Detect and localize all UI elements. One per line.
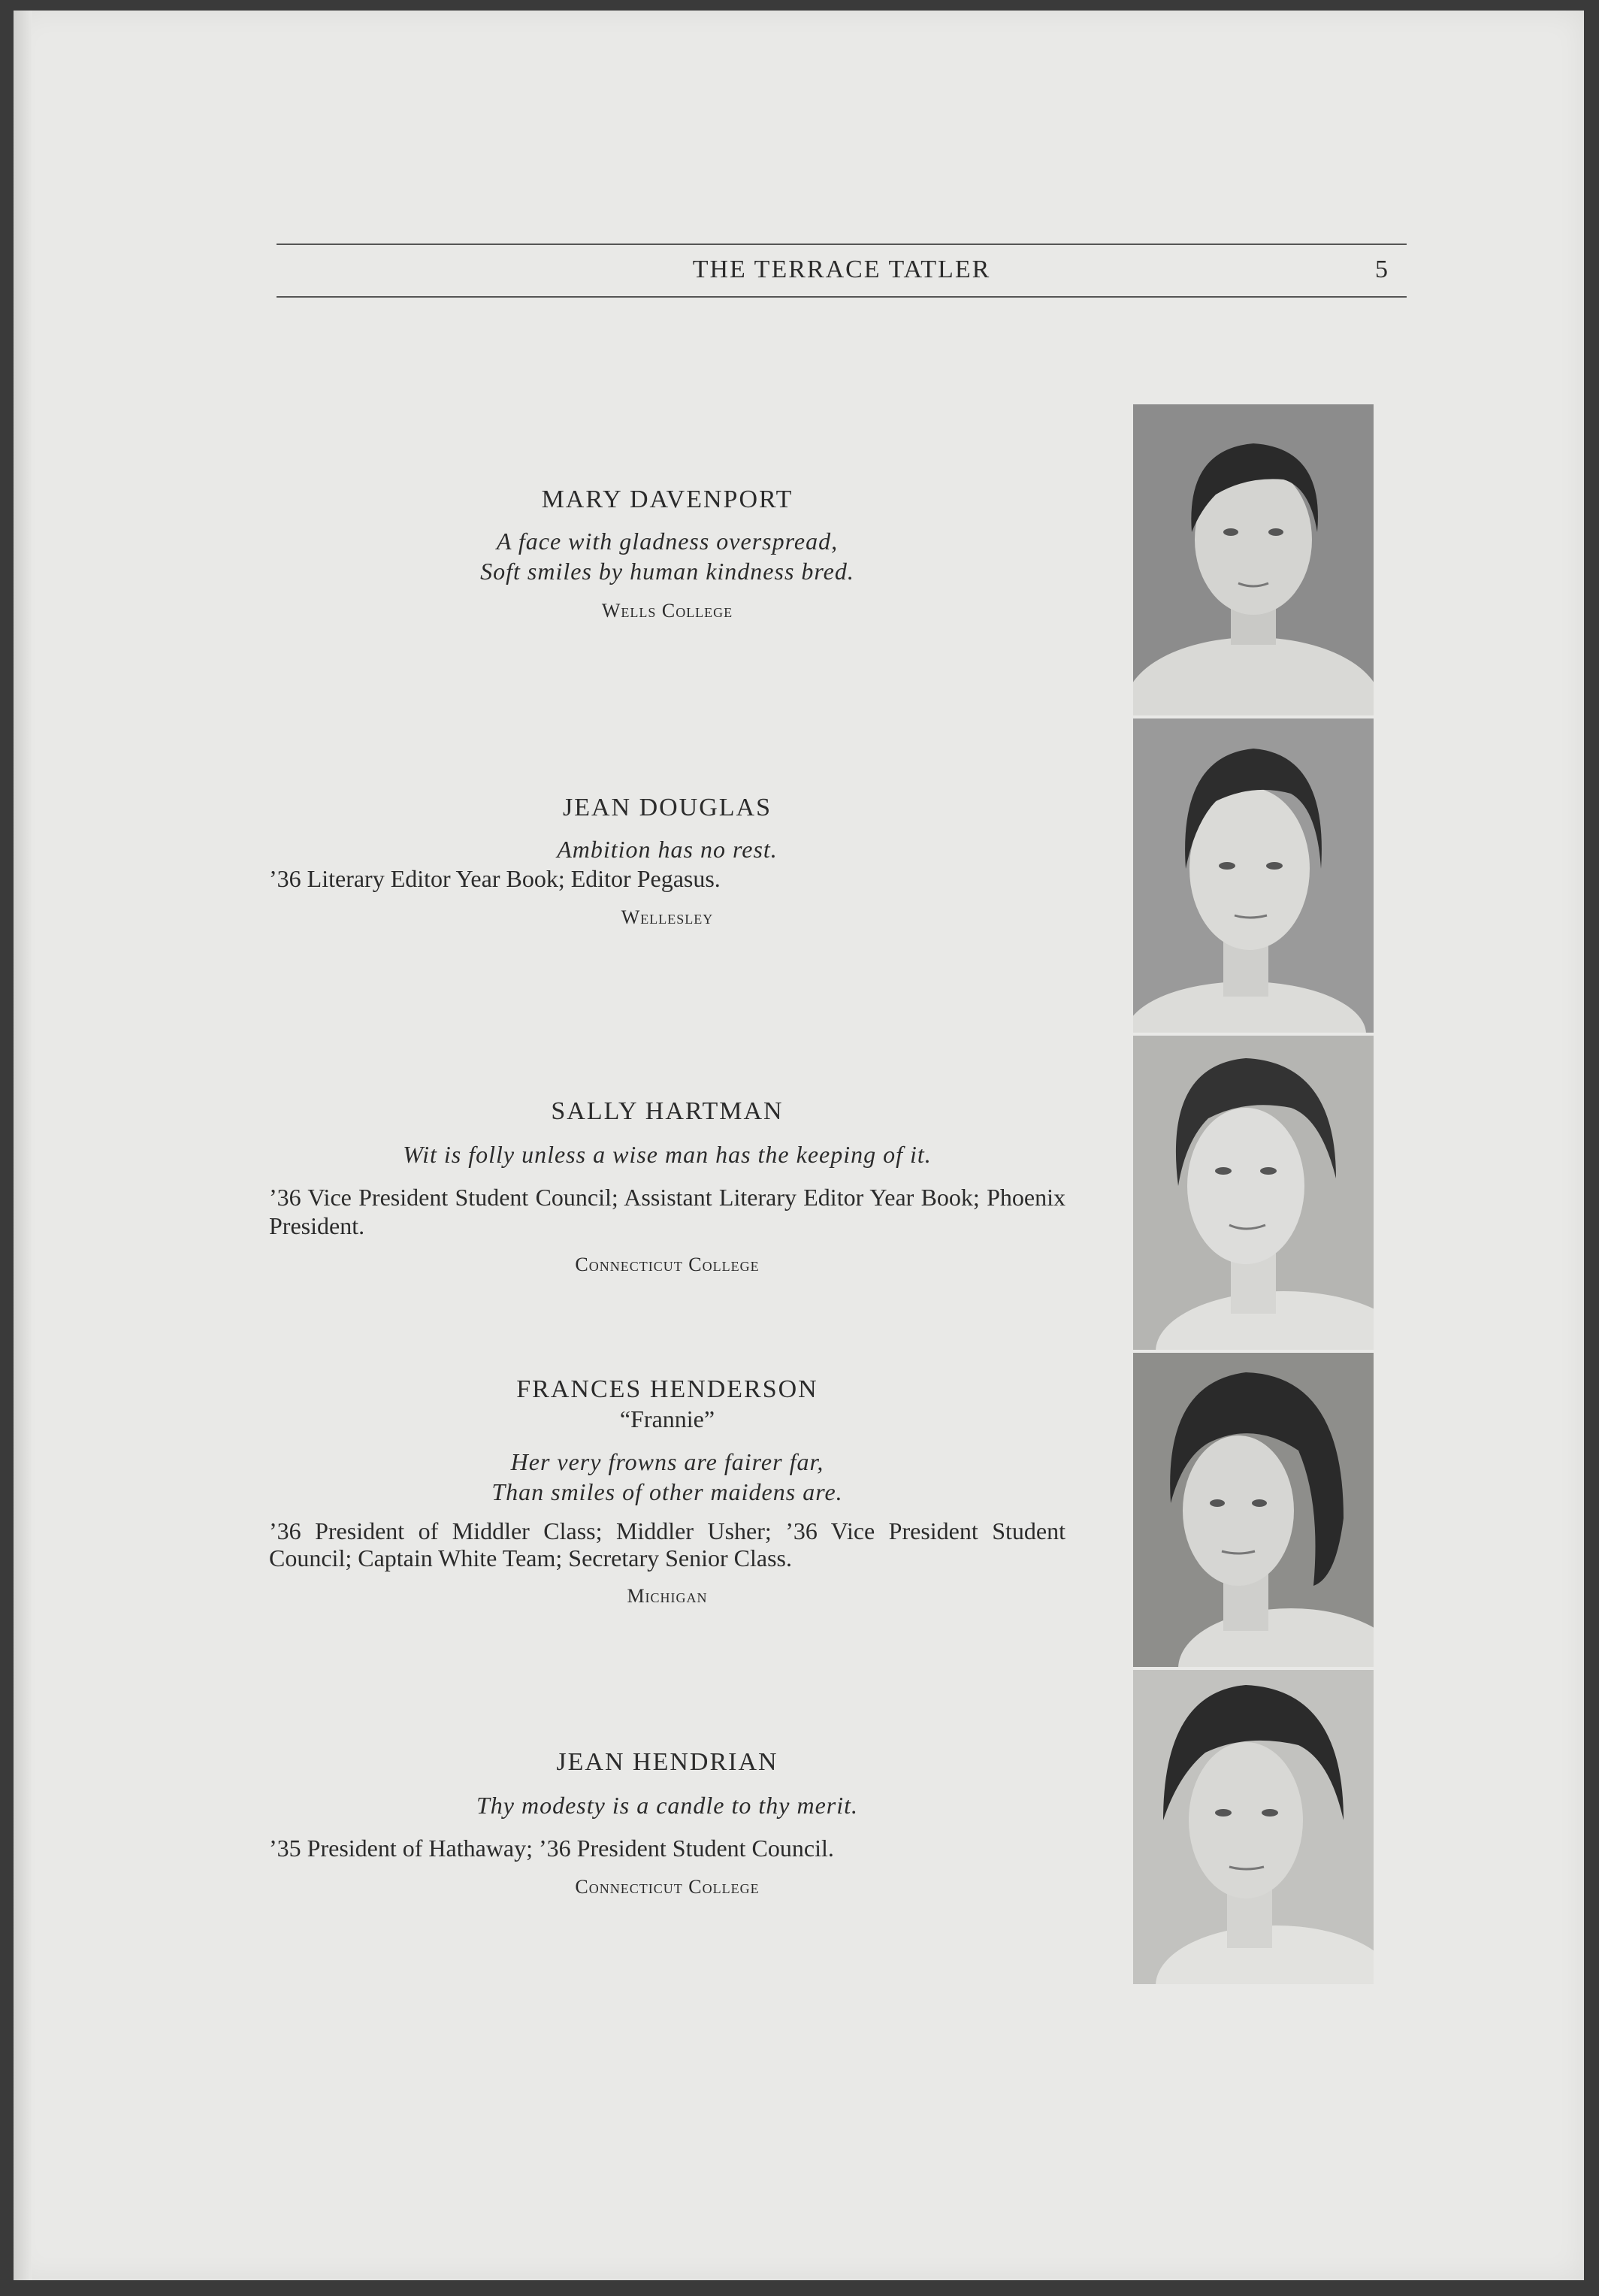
- college: Connecticut College: [575, 1254, 760, 1275]
- entry-jean-hendrian: [269, 1748, 1065, 1898]
- quote-line: Her very frowns are fairer far,: [510, 1448, 824, 1475]
- entry-jean-douglas: [269, 794, 1065, 929]
- page: [14, 11, 1584, 2280]
- college: Connecticut College: [575, 1876, 760, 1898]
- honors: ’36 Literary Editor Year Book; Editor Pegasus.: [269, 865, 721, 892]
- quote-line: Wit is folly unless a wise man has the keeping of it.: [403, 1141, 932, 1168]
- portrait-photo: [1133, 1353, 1374, 1667]
- honors: ’36 President of Middler Class; Middler Usher; ’36 Vice President Student Council; Captain White Team; Secretary Senior Class.: [269, 1517, 1065, 1572]
- student-name: JEAN DOUGLAS: [562, 794, 772, 821]
- college: Wellesley: [621, 906, 714, 928]
- page-number: 5: [1375, 256, 1388, 283]
- quote-line: Than smiles of other maidens are.: [491, 1478, 843, 1505]
- quote-line: A face with gladness overspread,: [496, 528, 839, 555]
- student-name: MARY DAVENPORT: [541, 486, 793, 513]
- running-title: THE TERRACE TATLER: [692, 256, 991, 283]
- quote-line: Ambition has no rest.: [557, 836, 778, 863]
- student-name: SALLY HARTMAN: [551, 1097, 784, 1125]
- student-name: JEAN HENDRIAN: [556, 1748, 778, 1776]
- college: Wells College: [601, 600, 733, 622]
- header-rule-bottom: [277, 296, 1407, 298]
- portrait-photo: [1133, 718, 1374, 1033]
- binding-edge: [14, 11, 32, 2280]
- entry-sally-hartman: [269, 1097, 1065, 1276]
- header-rule-top: [277, 244, 1407, 245]
- honors: ’36 Vice President Student Council; Assistant Literary Editor Year Book; Phoenix President.: [269, 1184, 1065, 1239]
- quote-line: Thy modesty is a candle to thy merit.: [476, 1792, 859, 1819]
- quote-line: Soft smiles by human kindness bred.: [480, 558, 854, 585]
- portrait-photo: [1133, 404, 1374, 715]
- college: Michigan: [627, 1585, 708, 1607]
- entry-mary-davenport: [269, 486, 1065, 622]
- student-name: FRANCES HENDERSON: [516, 1375, 818, 1403]
- entry-frances-henderson: [269, 1375, 1065, 1608]
- portrait-photo: [1133, 1036, 1374, 1350]
- portrait-photo: [1133, 1670, 1374, 1984]
- nickname: “Frannie”: [619, 1405, 715, 1432]
- honors: ’35 President of Hathaway; ’36 President Student Council.: [269, 1835, 834, 1862]
